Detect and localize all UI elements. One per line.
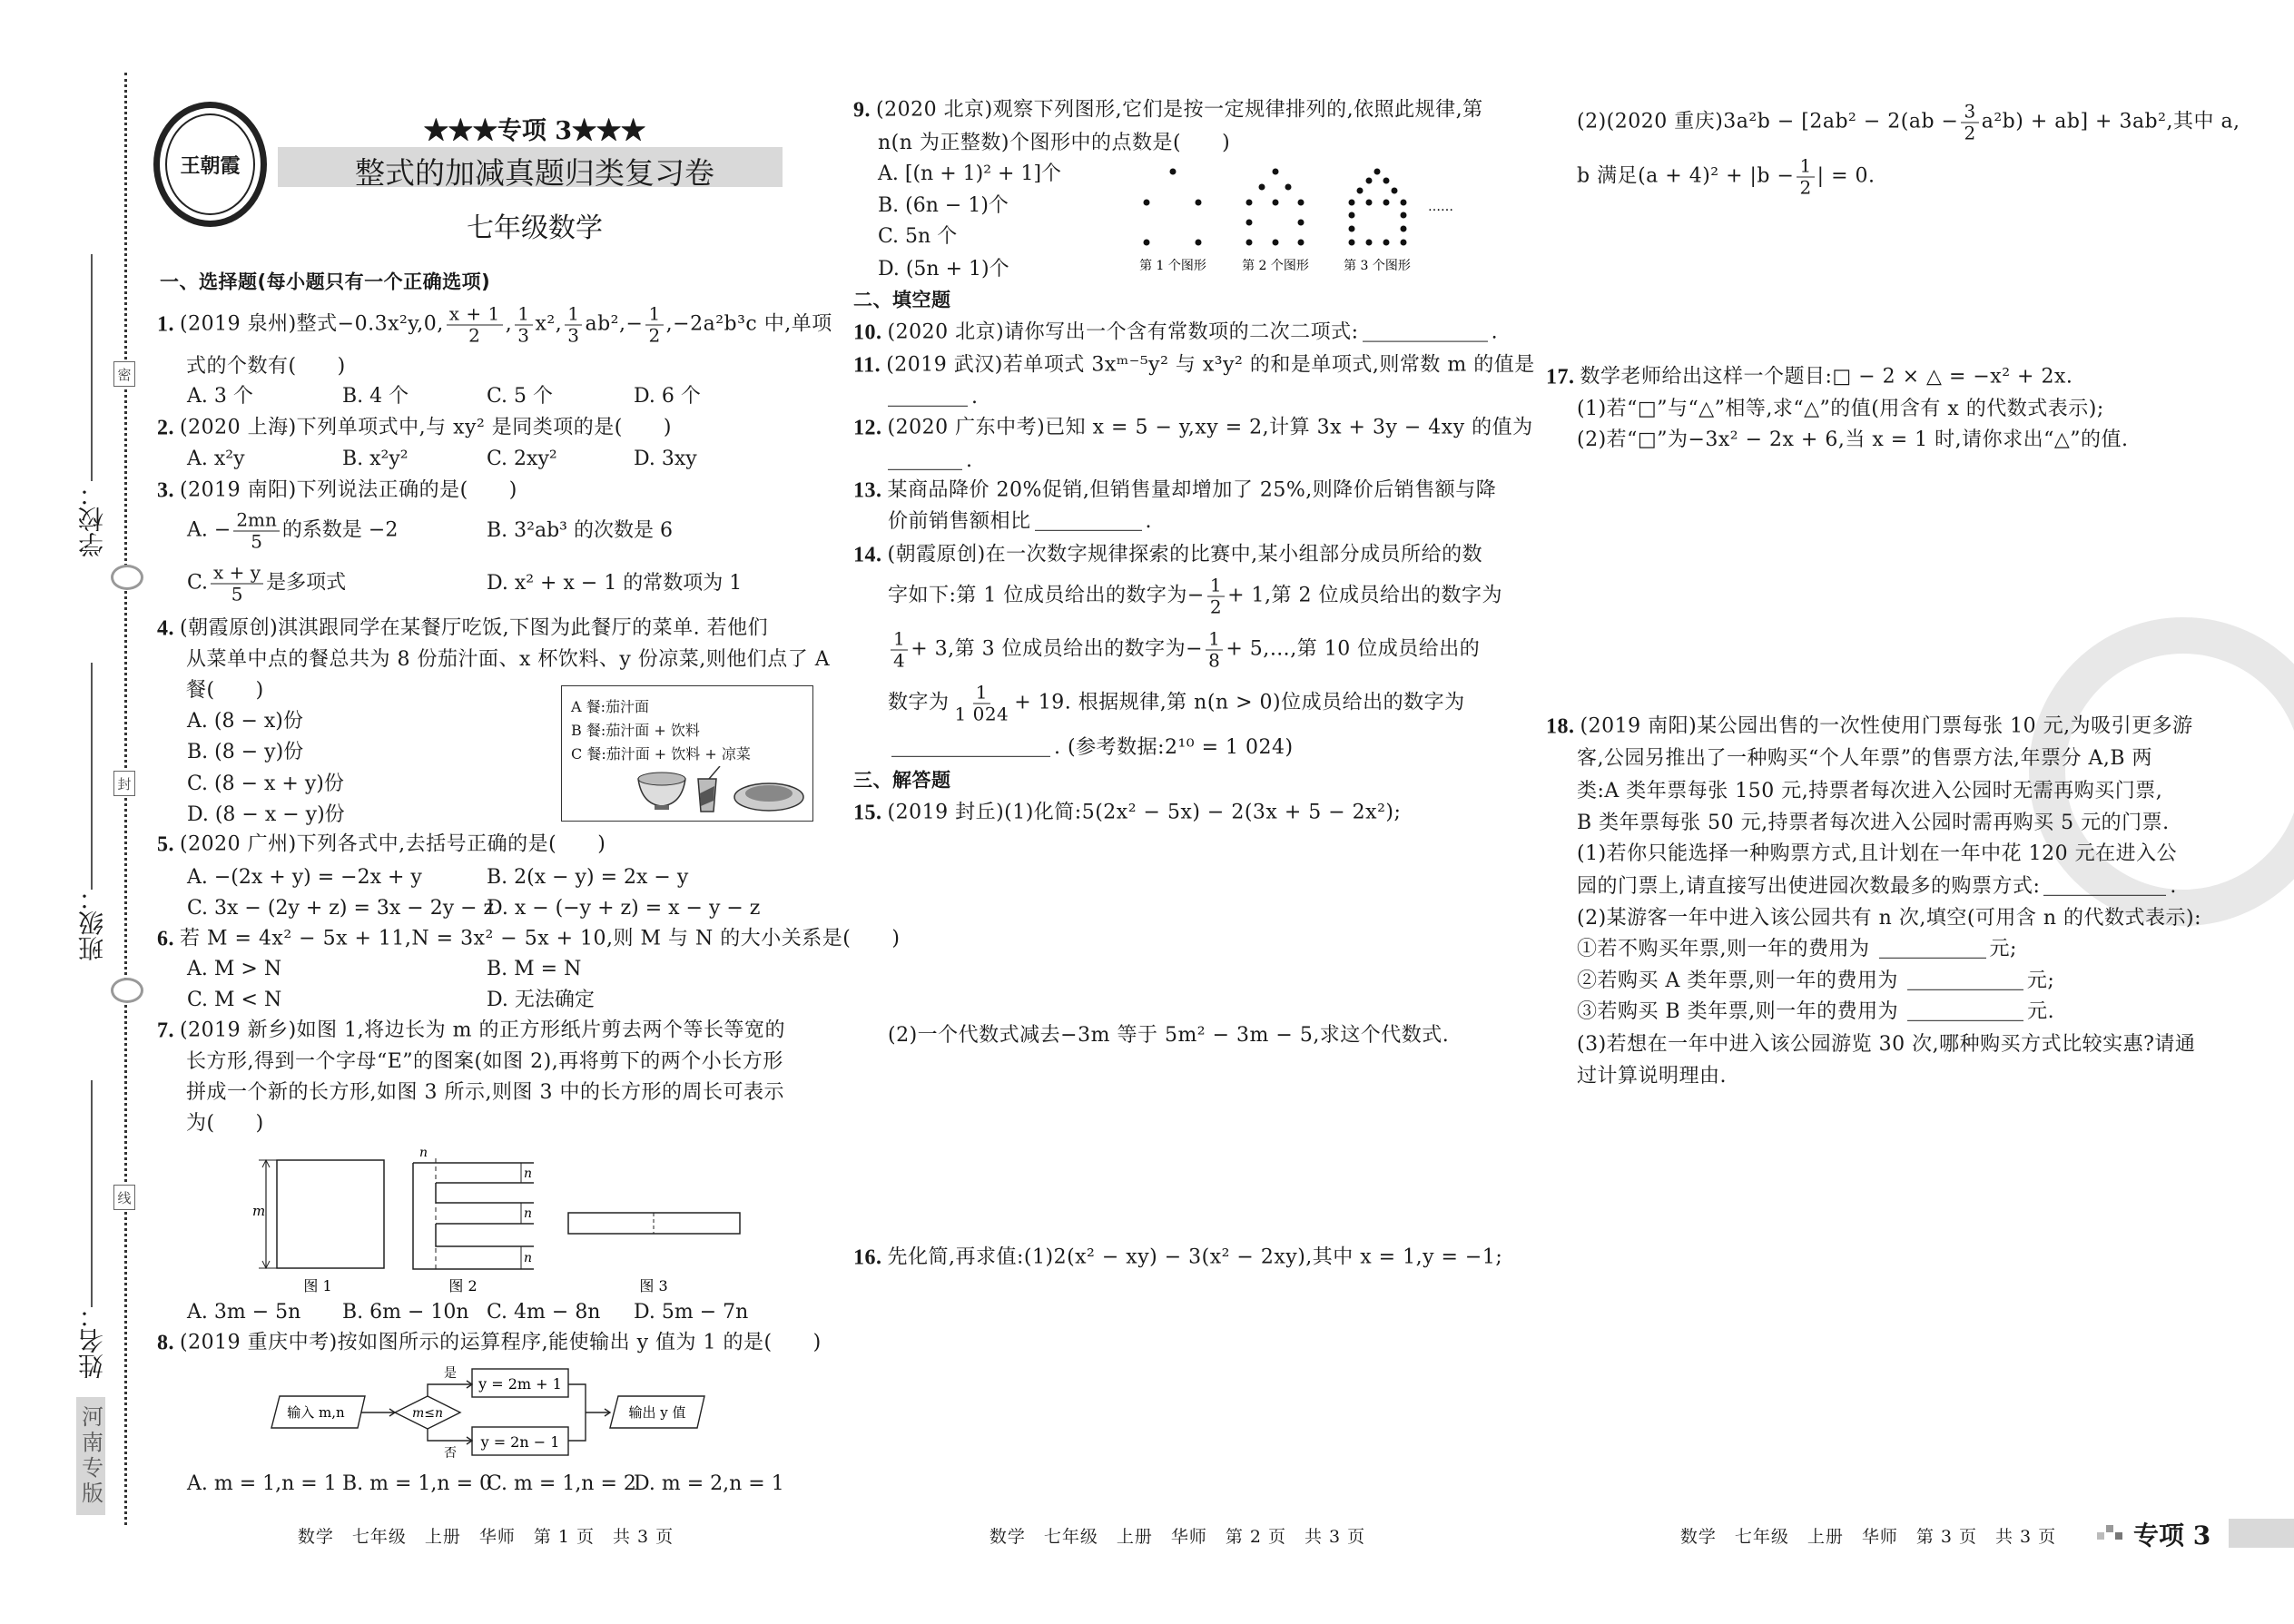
question-text: (2020 北京)请你写出一个含有常数项的二次二项式: (887, 320, 1359, 344)
question-number: 8. (157, 1331, 174, 1355)
option-b[interactable]: B. 4 个 (342, 384, 409, 408)
option-b[interactable]: B. (8 − y)份 (187, 740, 304, 763)
n-label: n (524, 1251, 533, 1265)
pattern-dot (1144, 200, 1150, 206)
option-d[interactable]: D. (5n + 1)个 (878, 257, 1009, 281)
numerator: x + y (211, 563, 263, 585)
pattern-dot (1246, 240, 1253, 246)
denominator: 2 (648, 324, 661, 347)
name-field-line (91, 1080, 93, 1307)
option-d[interactable]: D. (8 − x − y)份 (187, 802, 345, 826)
section-heading-fill: 二、填空题 (853, 289, 951, 311)
question-text: 数字为 (888, 691, 950, 714)
pattern-dot (1401, 200, 1407, 206)
question-6 (157, 927, 900, 953)
no-label: 否 (444, 1446, 457, 1461)
question-text: + 1,第 2 位成员给出的数字为 (1227, 584, 1502, 607)
question-text: 先化简,再求值:(1)2(x² − xy) − 3(x² − 2xy),其中 x = 1,y = −1; (887, 1245, 1503, 1269)
question-10 (853, 320, 1498, 347)
question-number: 6. (157, 927, 174, 951)
option-d[interactable]: D. x² + x − 1 的常数项为 1 (487, 571, 743, 595)
question-text (888, 629, 1480, 672)
class-field-line (91, 663, 93, 890)
question-text: 从菜单中点的餐总共为 8 份茄汁面、x 杯饮料、y 份凉菜,则他们点了 A (186, 647, 831, 671)
pattern-dot (1285, 184, 1292, 191)
punctuation: . (1145, 509, 1153, 533)
option-a[interactable]: A. M > N (187, 957, 282, 980)
denominator: 4 (893, 649, 906, 672)
question-text: (2019 封丘)(1)化简:5(2x² − 5x) − 2(3x + 5 − 2x²); (887, 801, 1402, 824)
side-label: m (252, 1203, 266, 1219)
question-number: 1. (157, 312, 174, 337)
option-c[interactable]: C. 5n 个 (878, 224, 958, 248)
question-text: n(n 为正整数)个图形中的点数是( ) (878, 131, 1231, 154)
pattern-dot (1259, 184, 1265, 191)
cut-line (124, 73, 127, 1525)
numerator: 1 (1206, 629, 1223, 651)
question-14 (853, 543, 1482, 569)
fraction (515, 304, 532, 347)
answer-blank[interactable] (1879, 940, 1986, 958)
figure-3-rectangle (568, 1213, 740, 1234)
denominator: 5 (251, 530, 262, 553)
answer-blank[interactable] (888, 389, 968, 406)
question-text: 数学老师给出这样一个题目:□ − 2 × △ = −x² + 2x. (1580, 365, 2073, 389)
option-a[interactable]: A. −(2x + y) = −2x + y (187, 865, 422, 889)
question-5 (157, 832, 605, 859)
question-text: , (505, 312, 513, 336)
q8-flowchart (263, 1357, 717, 1462)
question-number: 5. (157, 832, 174, 857)
question-number: 14. (853, 543, 882, 567)
question-text: (朝霞原创)淇淇跟同学在某餐厅吃饭,下图为此餐厅的菜单. 若他们 (180, 616, 769, 640)
question-text (888, 510, 1152, 534)
question-text: | = 0. (1816, 164, 1876, 188)
noodle-bowl-icon (638, 773, 685, 810)
pattern-dot (1349, 240, 1355, 246)
question-text: ,−2a²b³c 中,单项 (665, 312, 832, 336)
fraction (645, 304, 663, 347)
section-heading-solve: 三、解答题 (853, 769, 951, 792)
pattern-dot (1366, 240, 1373, 246)
denominator: 2 (1799, 176, 1812, 199)
page-footer-3: 数学 七年级 上册 华师 第 3 页 共 3 页 (1679, 1527, 2057, 1547)
question-text: (2019 新乡)如图 1,将边长为 m 的正方形纸片剪去两个等长等宽的 (180, 1019, 785, 1042)
figure-label: 图 3 (639, 1277, 668, 1294)
question-text: ③若购买 B 类年票,则一年的费用为 (1577, 999, 1899, 1023)
numerator: 1 (645, 304, 663, 326)
question-number: 12. (853, 416, 882, 440)
question-text: (2020 广州)下列各式中,去括号正确的是( ) (180, 832, 606, 856)
question-3 (157, 478, 517, 505)
corner-decoration (2097, 1521, 2124, 1543)
yes-formula: y = 2m + 1 (478, 1375, 562, 1393)
question-1 (157, 304, 832, 347)
denominator: 3 (517, 324, 530, 347)
n-label: n (524, 1166, 533, 1181)
question-text: 长方形,得到一个字母“E”的图案(如图 2),再将剪下的两个小长方形 (186, 1049, 783, 1073)
question-text: (2019 南阳)某公园出售的一次性使用门票每张 10 元,为吸引更多游 (1580, 714, 2193, 738)
seal-xian: 线 (113, 1185, 135, 1210)
question-text: x², (535, 312, 563, 336)
question-text: 若 M = 4x² − 5x + 11,N = 3x² − 5x + 10,则 M 与 N 的大小关系是( ) (180, 927, 901, 950)
fraction (1961, 102, 1978, 144)
option-c[interactable]: C. 5 个 (487, 384, 554, 408)
question-number: 7. (157, 1019, 174, 1043)
question-9 (853, 98, 1483, 124)
pattern-dot (1349, 226, 1355, 232)
question-text: ②若购买 A 类年票,则一年的费用为 (1577, 969, 1898, 992)
numerator: 1 (1797, 156, 1814, 178)
option-c[interactable]: C. 2xy² (487, 447, 557, 470)
option-a[interactable] (187, 510, 398, 553)
numerator: 1 (891, 629, 908, 651)
question-text: 为( ) (186, 1111, 264, 1135)
question-number: 2. (157, 416, 174, 440)
option-text: 是多项式 (266, 571, 347, 595)
pattern-dot (1246, 200, 1253, 206)
numerator: 1 (565, 304, 582, 326)
seal-circle-icon (111, 978, 143, 1003)
numerator: 2mn (233, 510, 280, 532)
question-text: . (参考数据:2¹⁰ = 1 024) (1054, 735, 1294, 759)
question-text: a²b) + ab] + 3ab²,其中 a, (1981, 110, 2240, 133)
question-text: ①若不购买年票,则一年的费用为 (1577, 937, 1870, 960)
question-text (1577, 875, 2177, 899)
fraction (447, 304, 503, 347)
question-text: 过计算说明理由. (1577, 1064, 1727, 1088)
question-text: (2019 泉州)整式−0.3x²y,0, (180, 312, 444, 336)
numerator: 1 (1207, 576, 1225, 597)
question-number: 4. (157, 616, 174, 641)
option-text: C. (187, 571, 209, 595)
q9-dot-pattern (1117, 162, 1480, 275)
question-text: + 19. 根据规律,第 n(n > 0)位成员给出的数字为 (1014, 691, 1465, 714)
pattern-dot (1349, 200, 1355, 206)
denominator: 2 (1209, 595, 1223, 618)
question-text: ab²,− (585, 312, 644, 336)
question-17 (1546, 365, 2072, 391)
question-text: (1)若你只能选择一种购票方式,且计划在一年中花 120 元在进入公 (1577, 842, 2178, 865)
fraction (1797, 156, 1814, 199)
pattern-dot (1196, 240, 1202, 246)
page-subtitle: 七年级数学 (467, 212, 603, 244)
question-text: 客,公园另推出了一种购买“个人年票”的售票方法,年票分 A,B 两 (1577, 746, 2153, 770)
menu-item: C 餐:茄汁面 + 饮料 + 凉菜 (571, 745, 751, 763)
question-text: + 5,…,第 10 位成员给出的 (1226, 637, 1481, 661)
yes-label: 是 (444, 1366, 457, 1381)
numerator: 3 (1961, 102, 1978, 123)
fraction (233, 510, 280, 553)
fraction (211, 563, 263, 605)
option-a[interactable]: A. 3m − 5n (187, 1300, 301, 1324)
section-heading-choice: 一、选择题(每小题只有一个正确选项) (160, 271, 491, 293)
class-label: 班级： (77, 885, 107, 961)
figure-label: 第 2 个图形 (1242, 259, 1309, 273)
question-text: 字如下:第 1 位成员给出的数字为− (888, 584, 1205, 607)
pattern-dot (1298, 240, 1305, 246)
fraction (891, 629, 908, 672)
option-b[interactable]: B. M = N (487, 957, 582, 980)
question-text: (1)若“□”与“△”相等,求“△”的值(用含有 x 的代数式表示); (1577, 397, 2104, 420)
question-number: 10. (853, 320, 882, 345)
question-text: 园的门票上,请直接写出使进园次数最多的购票方式: (1577, 874, 2041, 898)
option-c[interactable]: C. M < N (187, 988, 282, 1011)
option-b[interactable]: B. 3²ab³ 的次数是 6 (487, 518, 673, 542)
seal-mi: 密 (113, 361, 135, 387)
question-text: b 满足(a + 4)² + |b − (1577, 164, 1795, 188)
answer-blank[interactable] (1035, 513, 1142, 530)
question-number: 16. (853, 1245, 882, 1270)
pattern-dot (1196, 200, 1202, 206)
question-text: (2019 武汉)若单项式 3xᵐ⁻⁵y² 与 x³y² 的和是单项式,则常数 m 的值是 (886, 353, 1535, 377)
pattern-dot (1273, 200, 1279, 206)
unit: 元. (2027, 999, 2055, 1023)
fraction (952, 683, 1012, 725)
answer-blank[interactable] (1907, 1003, 2023, 1020)
school-field-line (91, 254, 93, 481)
pattern-dot (1170, 169, 1177, 175)
question-number: 3. (157, 478, 174, 503)
fraction (565, 304, 582, 347)
option-d[interactable]: D. x − (−y + z) = x − y − z (487, 896, 761, 920)
denominator: 2 (468, 324, 481, 347)
figure-1-square (252, 1160, 384, 1268)
question-12 (853, 416, 1533, 442)
question-text: (2020 广东中考)已知 x = 5 − y,xy = 2,计算 3x + 3y − 4xy 的值为 (887, 416, 1533, 439)
fraction (1207, 576, 1225, 618)
option-c[interactable]: C. 3x − (2y + z) = 3x − 2y − z (187, 896, 495, 920)
answer-line (884, 449, 973, 473)
question-text: (2)一个代数式减去−3m 等于 5m² − 3m − 5,求这个代数式. (888, 1023, 1450, 1047)
option-c[interactable]: C. m = 1,n = 2 (487, 1471, 636, 1495)
n-label: n (419, 1146, 428, 1160)
food-illustration (635, 766, 807, 816)
page-footer-2: 数学 七年级 上册 华师 第 2 页 共 3 页 (989, 1527, 1366, 1547)
menu-item: A 餐:茄汁面 (571, 698, 650, 715)
question-text: 类:A 类年票每张 150 元,持票者每次进入公园时无需再购买门票, (1577, 779, 2163, 802)
option-b[interactable]: B. 6m − 10n (342, 1300, 469, 1324)
question-text: 式的个数有( ) (186, 354, 346, 378)
ellipsis: …… (1428, 200, 1453, 214)
question-text (1577, 1000, 2054, 1024)
answer-line (884, 386, 979, 409)
name-label: 姓名： (77, 1303, 107, 1379)
menu-item: B 餐:茄汁面 + 饮料 (571, 722, 700, 739)
pattern-dot (1144, 240, 1150, 246)
series-label: ★★★专项 3★★★ (423, 117, 646, 145)
numerator: x + 1 (447, 304, 503, 326)
pattern-dot (1401, 212, 1407, 219)
question-text: (2020 上海)下列单项式中,与 xy² 是同类项的是( ) (180, 416, 672, 439)
question-15 (853, 801, 1401, 827)
question-text: 价前销售额相比 (888, 509, 1031, 533)
option-c[interactable] (187, 563, 346, 605)
menu-box (561, 685, 813, 822)
question-text (1577, 156, 1876, 199)
question-number: 11. (853, 353, 881, 378)
answer-blank[interactable] (891, 739, 1050, 756)
unit: 元; (2026, 969, 2055, 992)
question-text: (2019 重庆中考)按如图所示的运算程序,能使输出 y 值为 1 的是( ) (180, 1331, 822, 1354)
pattern-dot (1366, 178, 1373, 184)
question-16-part-2 (1577, 102, 2240, 144)
question-text: (2)若“□”为−3x² − 2x + 6,当 x = 1 时,请你求出“△”的值. (1577, 428, 2129, 451)
question-2 (157, 416, 672, 442)
option-text: 的系数是 −2 (281, 518, 399, 542)
option-a[interactable]: A. 3 个 (187, 384, 253, 408)
question-4 (157, 616, 768, 643)
pattern-dot (1401, 240, 1407, 246)
question-number: 17. (1546, 365, 1575, 389)
output-label: 输出 y 值 (628, 1404, 686, 1421)
question-number: 15. (853, 801, 882, 825)
answer-blank[interactable] (1363, 324, 1488, 341)
pattern-dot (1383, 200, 1390, 206)
figure-label: 第 1 个图形 (1139, 259, 1206, 273)
denominator: 8 (1208, 649, 1221, 672)
pattern-dot (1383, 178, 1390, 184)
question-text (888, 576, 1502, 618)
option-d[interactable]: D. 6 个 (634, 384, 701, 408)
answer-blank[interactable] (888, 452, 962, 469)
punctuation: . (1491, 320, 1499, 344)
question-text: (朝霞原创)在一次数字规律探索的比赛中,某小组部分成员所给的数 (887, 543, 1483, 566)
option-b[interactable]: B. m = 1,n = 0 (342, 1471, 493, 1495)
question-text: 拼成一个新的长方形,如图 3 所示,则图 3 中的长方形的周长可表示 (186, 1080, 784, 1104)
drink-cup-icon (698, 766, 720, 812)
figure-label: 图 1 (303, 1277, 332, 1294)
option-c[interactable]: C. 4m − 8n (487, 1300, 601, 1324)
pattern-dot (1392, 188, 1398, 194)
question-text: 餐( ) (186, 678, 264, 702)
seal-feng: 封 (113, 771, 135, 796)
punctuation: . (966, 448, 973, 472)
pattern-dot (1374, 169, 1381, 175)
pattern-dot (1383, 240, 1390, 246)
question-18 (1546, 714, 2193, 741)
option-b[interactable]: B. (6n − 1)个 (878, 193, 1009, 217)
question-text (888, 683, 1465, 725)
pattern-dot (1246, 220, 1253, 226)
answer-blank[interactable] (1907, 972, 2023, 989)
corner-series-tag: 专项 3 (2133, 1521, 2211, 1550)
figure-label: 图 2 (448, 1277, 478, 1294)
pattern-dot (1366, 200, 1373, 206)
numerator: 1 (515, 304, 532, 326)
question-11 (853, 353, 1535, 379)
page-title: 整式的加减真题归类复习卷 (355, 155, 714, 191)
question-8 (157, 1331, 822, 1357)
condition-label: m≤n (411, 1406, 444, 1421)
question-text: + 3,第 3 位成员给出的数字为− (911, 637, 1204, 661)
question-text (1577, 969, 2054, 993)
option-a[interactable]: A. [(n + 1)² + 1]个 (878, 162, 1062, 185)
page-footer-1: 数学 七年级 上册 华师 第 1 页 共 3 页 (297, 1527, 674, 1547)
option-a[interactable]: A. m = 1,n = 1 (187, 1471, 337, 1495)
denominator: 2 (1964, 122, 1976, 144)
question-text: 某商品降价 20%促销,但销售量却增加了 25%,则降价后销售额与降 (887, 478, 1497, 502)
question-text: (2019 南阳)下列说法正确的是( ) (180, 478, 517, 502)
publisher-logo (153, 102, 267, 227)
answer-blank[interactable] (2043, 878, 2166, 895)
numerator: 1 (973, 683, 990, 704)
question-number: 13. (853, 478, 882, 503)
figure-2-e-shape (413, 1158, 534, 1269)
question-text: (2)(2020 重庆)3a²b − [2ab² − 2(ab − (1577, 110, 1959, 133)
corner-bar (2229, 1519, 2294, 1548)
n-label: n (524, 1206, 533, 1221)
pattern-dot (1357, 188, 1364, 194)
denominator: 1 024 (954, 703, 1009, 725)
school-label: 学校： (77, 481, 107, 557)
pattern-dot (1401, 226, 1407, 232)
option-c[interactable]: C. (8 − x + y)份 (187, 772, 344, 795)
question-text: (2)某游客一年中进入该公园共有 n 次,填空(可用含 n 的代数式表示): (1577, 906, 2202, 930)
question-number: 18. (1546, 714, 1575, 739)
denominator: 5 (231, 583, 243, 605)
punctuation: . (971, 385, 979, 408)
option-b[interactable]: B. x²y² (342, 447, 409, 470)
question-text: (3)若想在一年中进入该公园游览 30 次,哪种购买方式比较实惠?请通 (1577, 1032, 2196, 1056)
question-number: 9. (853, 98, 871, 123)
q7-figures (245, 1146, 753, 1295)
option-d[interactable]: D. 无法确定 (487, 988, 595, 1011)
question-7 (157, 1019, 785, 1045)
punctuation: . (2170, 874, 2177, 898)
pattern-dot (1273, 169, 1279, 175)
question-13 (853, 478, 1496, 505)
option-a[interactable]: A. (8 − x)份 (187, 709, 303, 733)
logo-text: 王朝霞 (165, 113, 255, 215)
option-d[interactable]: D. 3xy (634, 447, 697, 470)
question-16 (853, 1245, 1502, 1272)
option-b[interactable]: B. 2(x − y) = 2x − y (487, 865, 689, 889)
option-d[interactable]: D. m = 2,n = 1 (634, 1471, 784, 1495)
answer-line (888, 736, 1294, 760)
seal-circle-icon (111, 565, 143, 590)
fraction (1206, 629, 1223, 672)
no-formula: y = 2n − 1 (480, 1433, 560, 1451)
edition-badge: 河南专版 (76, 1397, 105, 1515)
question-text (1577, 938, 2017, 961)
cold-dish-plate-icon (734, 783, 803, 811)
pattern-dot (1298, 200, 1305, 206)
pattern-dot (1273, 240, 1279, 246)
question-text: B 类年票每张 50 元,持票者每次进入公园时需再购买 5 元的门票. (1577, 811, 2170, 834)
denominator: 3 (567, 324, 580, 347)
pattern-dot (1349, 212, 1355, 219)
input-label: 输入 m,n (287, 1404, 345, 1421)
option-d[interactable]: D. 5m − 7n (634, 1300, 749, 1324)
question-text: (2020 北京)观察下列图形,它们是按一定规律排列的,依照此规律,第 (876, 98, 1483, 122)
figure-label: 第 3 个图形 (1344, 259, 1411, 273)
option-text: A. − (187, 518, 231, 542)
unit: 元; (1989, 937, 2017, 960)
pattern-dot (1298, 220, 1305, 226)
option-a[interactable]: A. x²y (187, 447, 245, 470)
